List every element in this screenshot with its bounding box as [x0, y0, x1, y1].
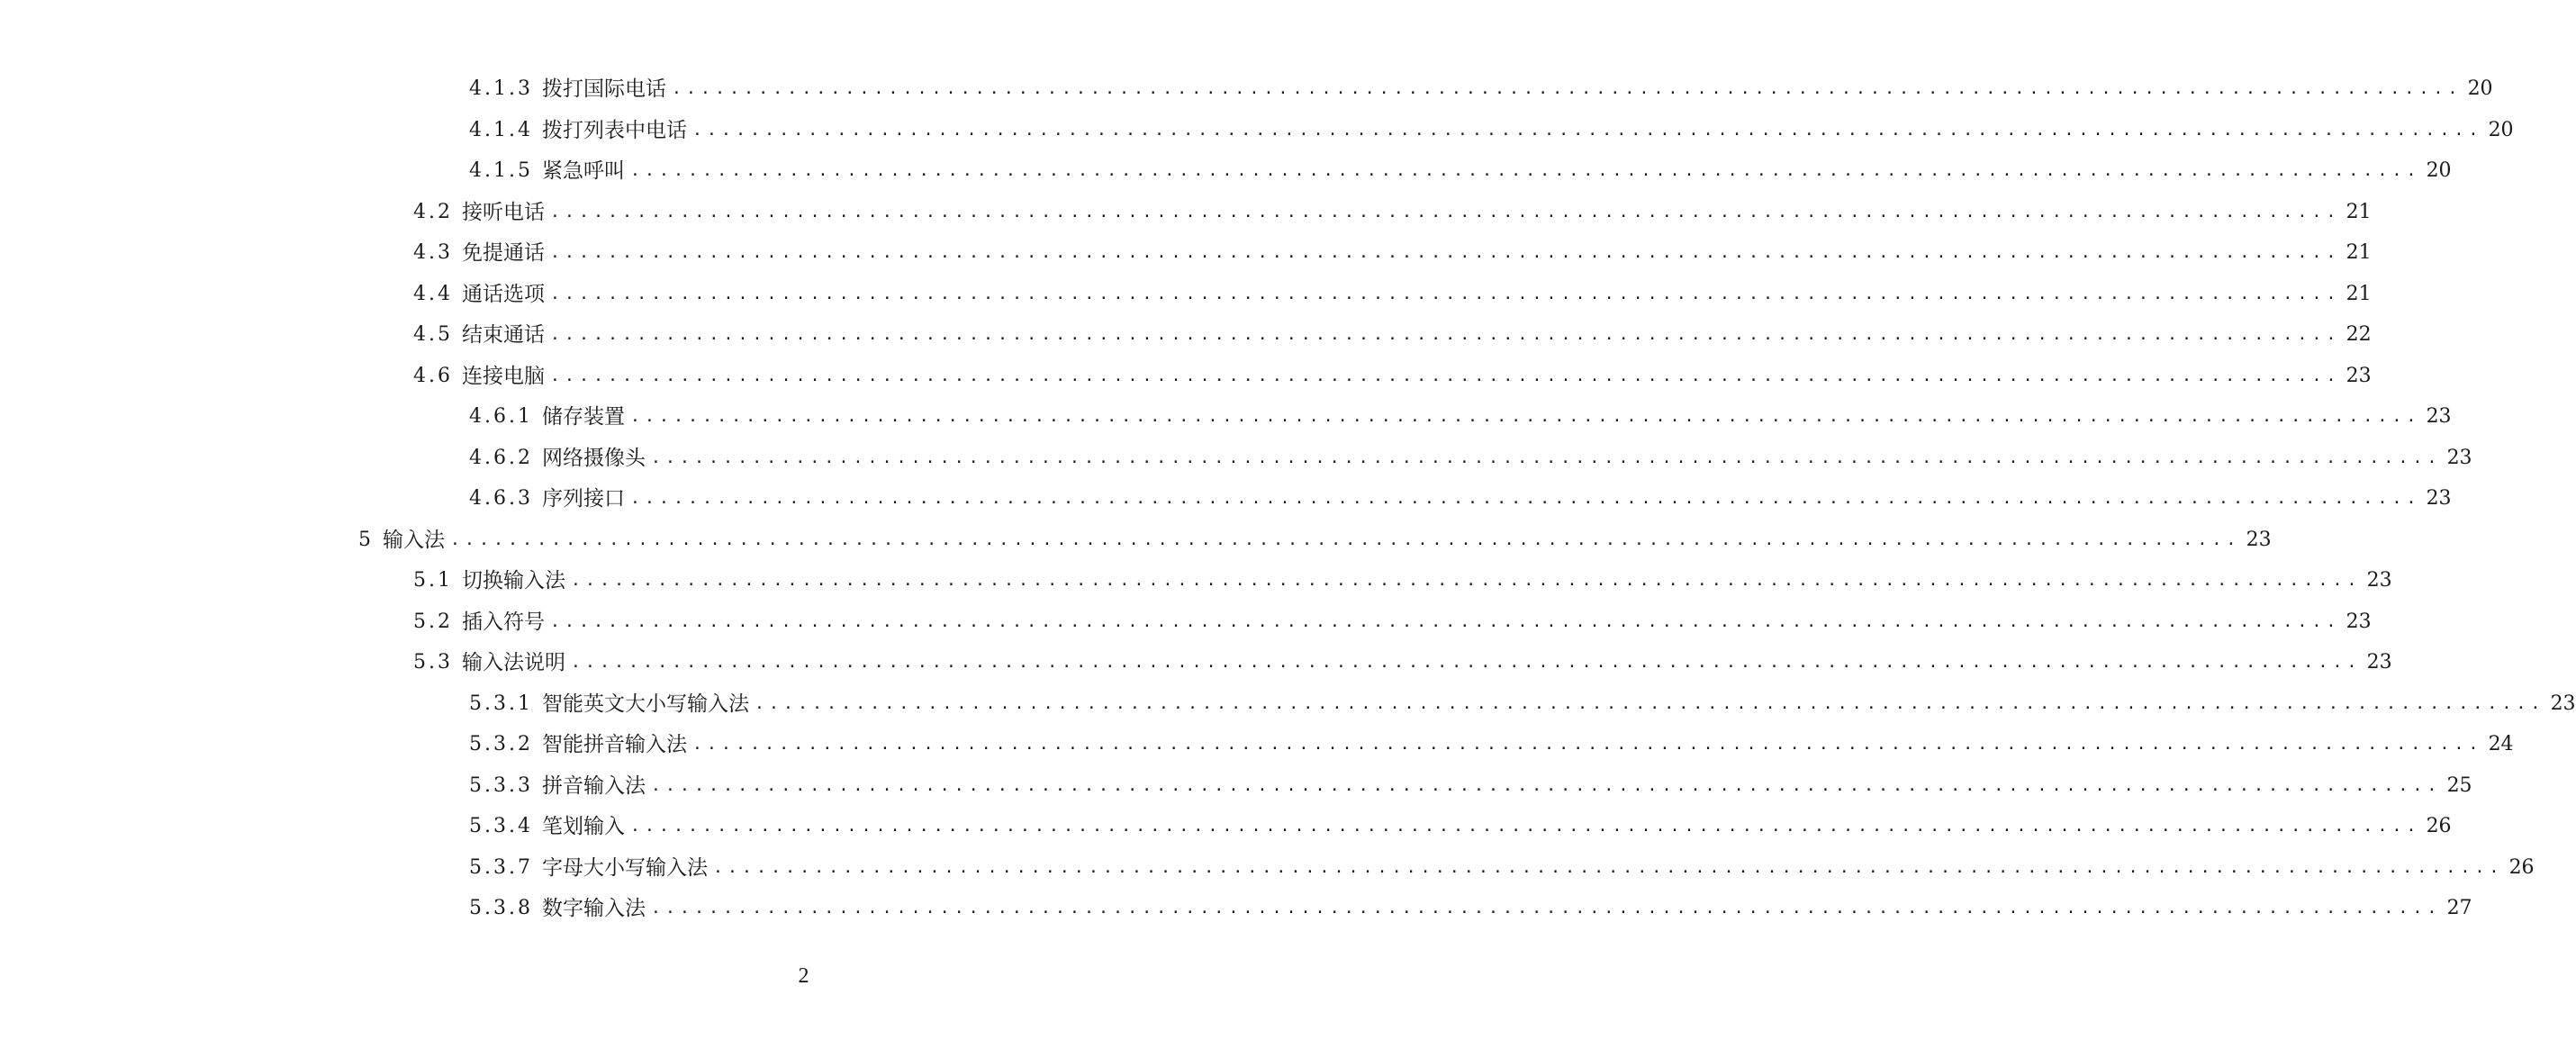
toc-leader-dots: ............................................................................................................................ [712, 857, 2504, 877]
toc-leader-dots: ............................................................................................................................ [629, 489, 2421, 508]
toc-entry-number: 4.6.1 [469, 405, 533, 428]
toc-entry[interactable] [413, 199, 2372, 226]
toc-leader-dots: ............................................................................................................................ [450, 529, 2241, 549]
toc-entry-title: 切换输入法 [462, 569, 565, 592]
toc-entry-page: 23 [2366, 651, 2392, 674]
toc-leader-dots: ............................................................................................................................ [691, 120, 2483, 140]
toc-entry-title: 拨打国际电话 [541, 77, 666, 101]
toc-entry-page: 22 [2346, 323, 2372, 346]
toc-entry-title: 智能英文大小写输入法 [541, 692, 749, 716]
toc-entry-number: 4.6.2 [469, 446, 533, 469]
toc-entry-number: 4.1.4 [469, 118, 533, 141]
toc-leader-dots: ............................................................................................................................ [550, 284, 2341, 303]
toc-leader-dots: ............................................................................................................................ [550, 611, 2341, 631]
toc-entry-title: 拼音输入法 [541, 773, 646, 798]
toc-entry-title: 通话选项 [462, 282, 545, 306]
toc-entry[interactable] [469, 731, 2514, 758]
toc-leader-dots: ............................................................................................................................ [629, 407, 2421, 426]
toc-leader-dots: ............................................................................................................................ [671, 79, 2463, 98]
toc-entry-page: 23 [2346, 610, 2372, 633]
toc-leader-dots: ............................................................................................................................ [571, 571, 2362, 590]
toc-entry-page: 26 [2508, 855, 2535, 879]
toc-entry-number: 5.3.7 [469, 855, 533, 879]
toc-entry-page: 23 [2550, 692, 2576, 715]
toc-entry-number: 5.1 [413, 569, 453, 592]
toc-entry[interactable] [358, 527, 2272, 554]
toc-leader-dots: ............................................................................................................................ [650, 448, 2442, 467]
toc-leader-dots: ............................................................................................................................ [629, 161, 2421, 180]
toc-leader-dots: ............................................................................................................................ [550, 202, 2341, 222]
toc-entry-title: 序列接口 [541, 487, 625, 511]
toc-entry-number: 4.1.5 [469, 159, 533, 182]
toc-leader-dots: ............................................................................................................................ [650, 899, 2442, 918]
toc-entry-number: 5.3.3 [469, 773, 533, 797]
toc-entry-page: 26 [2426, 815, 2452, 837]
toc-entry-number: 4.6 [413, 364, 453, 387]
toc-leader-dots: ............................................................................................................................ [629, 817, 2421, 836]
toc-entry[interactable] [413, 321, 2372, 348]
toc-entry[interactable] [469, 117, 2514, 144]
toc-entry-page: 23 [2366, 569, 2392, 592]
toc-entry-number: 5.3 [413, 651, 453, 674]
toc-entry-title: 连接电脑 [462, 364, 545, 388]
toc-entry[interactable] [469, 403, 2452, 430]
toc-entry-page: 25 [2446, 773, 2472, 797]
toc-entry-title: 智能拼音输入法 [541, 733, 687, 756]
toc-entry-number: 5.2 [413, 610, 453, 633]
toc-entry-number: 4.6.3 [469, 487, 533, 510]
toc-entry[interactable] [413, 363, 2372, 390]
toc-entry-title: 输入法说明 [462, 651, 565, 674]
toc-entry-title: 笔划输入 [541, 815, 625, 838]
toc-entry-number: 5.3.2 [469, 733, 533, 755]
toc-entry-page: 24 [2488, 733, 2514, 755]
toc-entry-title: 接听电话 [462, 200, 545, 224]
toc-entry-page: 23 [2246, 528, 2272, 551]
toc-entry-page: 21 [2346, 241, 2372, 264]
toc-entry[interactable] [469, 445, 2472, 472]
toc-entry-page: 27 [2446, 897, 2472, 919]
toc-entry[interactable] [469, 691, 2576, 718]
toc-entry-page: 23 [2446, 446, 2472, 469]
toc-entry-title: 插入符号 [462, 610, 545, 634]
toc-entry-title: 输入法 [383, 528, 445, 552]
toc-entry[interactable] [469, 158, 2452, 185]
toc-leader-dots: ............................................................................................................................ [650, 775, 2442, 795]
toc-entry[interactable] [413, 240, 2372, 267]
toc-entry-number: 5.3.1 [469, 692, 533, 715]
toc-entry-title: 免提通话 [462, 241, 545, 265]
toc-leader-dots: ............................................................................................................................ [754, 693, 2545, 713]
page-number: 2 [798, 964, 809, 988]
toc-entry[interactable] [469, 76, 2493, 103]
toc-entry-title: 字母大小写输入法 [541, 855, 708, 880]
toc-leader-dots: ............................................................................................................................ [550, 366, 2341, 385]
toc-entry-title: 数字输入法 [541, 897, 646, 920]
toc-entry[interactable] [469, 485, 2452, 512]
toc-entry[interactable] [413, 281, 2372, 308]
toc-entry-number: 4.4 [413, 282, 453, 305]
toc-entry-title: 结束通话 [462, 323, 545, 347]
toc-leader-dots: ............................................................................................................................ [550, 243, 2341, 262]
toc-entry-page: 20 [2426, 159, 2452, 182]
toc-entry-number: 4.1.3 [469, 77, 533, 100]
toc-entry-title: 拨打列表中电话 [541, 118, 687, 142]
toc-entry-title: 网络摄像头 [541, 446, 646, 470]
toc-entry[interactable] [413, 567, 2392, 594]
toc-entry-page: 20 [2488, 118, 2514, 141]
toc-entry-page: 21 [2346, 282, 2372, 305]
toc-entry[interactable] [469, 895, 2472, 922]
toc-entry[interactable] [469, 855, 2535, 882]
toc-entry-number: 5.3.8 [469, 897, 533, 919]
toc-entry[interactable] [469, 813, 2452, 840]
toc-entry-page: 23 [2426, 487, 2452, 510]
toc-leader-dots: ............................................................................................................................ [550, 325, 2341, 344]
toc-leader-dots: ............................................................................................................................ [571, 653, 2362, 672]
toc-entry-number: 4.3 [413, 241, 453, 264]
toc-entry-number: 4.5 [413, 323, 453, 346]
toc-entry-title: 储存装置 [541, 405, 625, 429]
toc-entry-page: 21 [2346, 200, 2372, 223]
toc-entry-number: 5.3.4 [469, 815, 533, 837]
toc-entry[interactable] [413, 649, 2392, 676]
toc-entry-number: 5 [358, 528, 374, 551]
toc-entry-title: 紧急呼叫 [541, 159, 625, 183]
toc-entry-page: 20 [2467, 77, 2493, 100]
toc-entry-page: 23 [2346, 364, 2372, 387]
toc-entry[interactable] [469, 773, 2472, 800]
toc-entry-page: 23 [2426, 405, 2452, 428]
toc-entry[interactable] [413, 609, 2372, 636]
toc-entry-number: 4.2 [413, 200, 453, 223]
toc-leader-dots: ............................................................................................................................ [691, 735, 2483, 754]
